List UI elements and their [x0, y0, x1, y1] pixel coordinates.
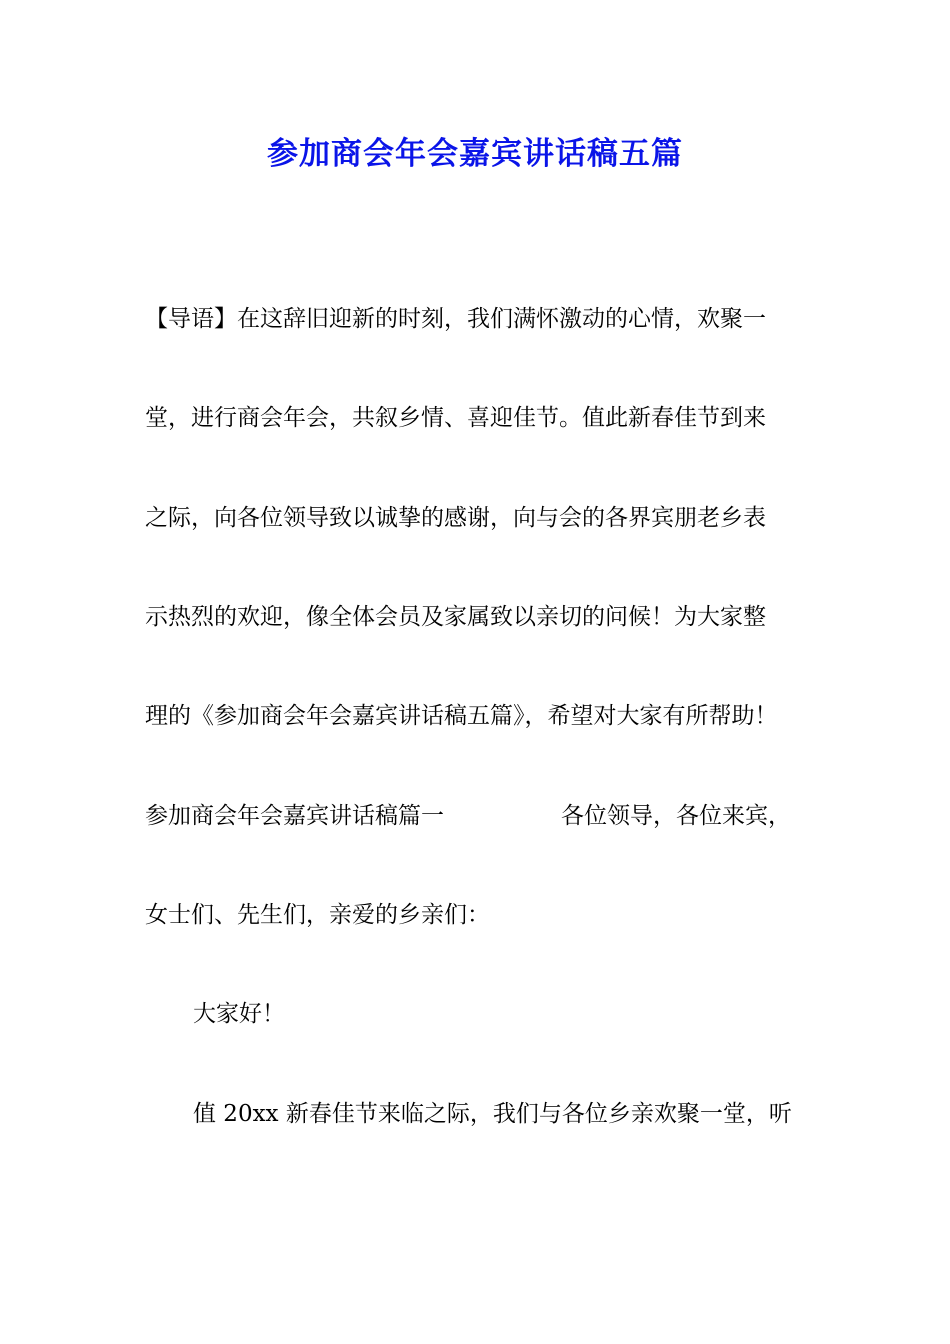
document-title: 参加商会年会嘉宾讲话稿五篇 [267, 136, 683, 172]
intro-line-3: 之际，向各位领导致以诚挚的感谢，向与会的各界宾朋老乡表 [145, 505, 766, 531]
section-heading-row [145, 801, 805, 831]
intro-line-2: 堂，进行商会年会，共叙乡情、喜迎佳节。值此新春佳节到来 [145, 405, 766, 431]
salutation-part-1: 各位领导，各位来宾， [561, 803, 791, 829]
intro-line-4: 示热烈的欢迎，像全体会员及家属致以亲切的问候！为大家整 [145, 604, 766, 630]
body-line-1: 值 20xx 新春佳节来临之际，我们与各位乡亲欢聚一堂，听 [193, 1101, 792, 1127]
salutation-part-2: 女士们、先生们，亲爱的乡亲们： [145, 902, 490, 928]
section-heading: 参加商会年会嘉宾讲话稿篇一 [145, 803, 444, 829]
intro-line-5: 理的《参加商会年会嘉宾讲话稿五篇》，希望对大家有所帮助！ [145, 703, 778, 729]
greeting: 大家好！ [193, 1001, 285, 1027]
intro-line-1: 【导语】在这辞旧迎新的时刻，我们满怀激动的心情，欢聚一 [145, 306, 766, 332]
